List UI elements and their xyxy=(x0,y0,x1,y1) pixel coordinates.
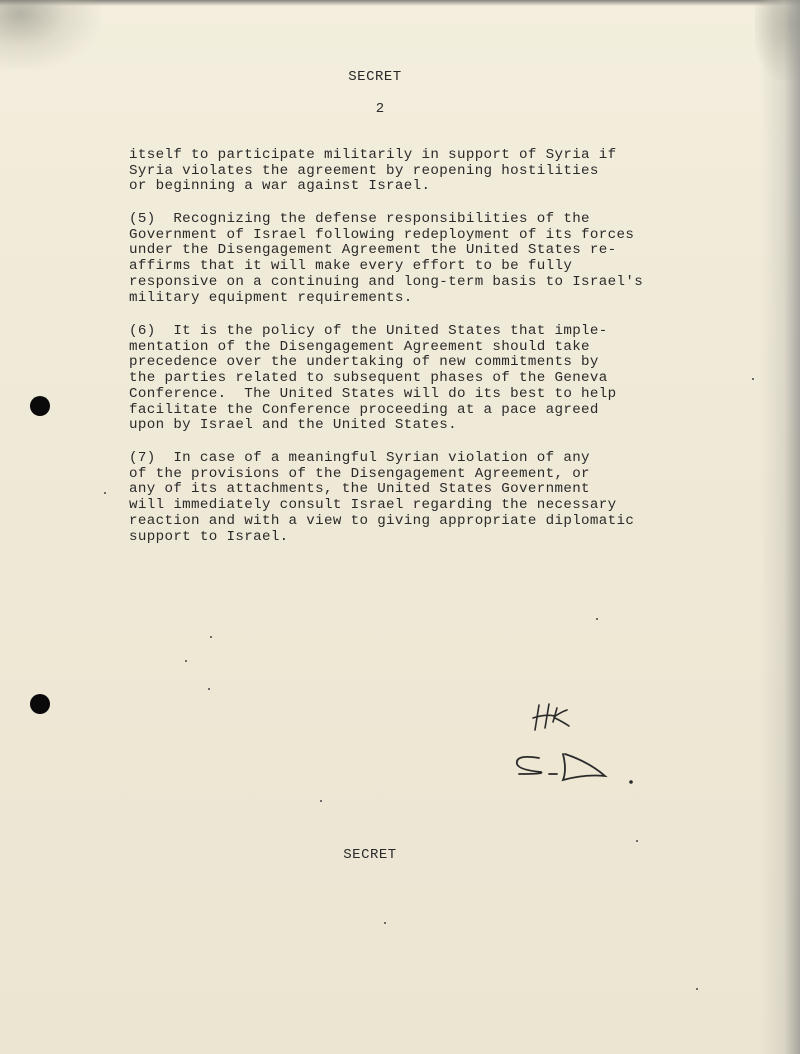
scan-speck xyxy=(210,636,212,638)
corner-smudge xyxy=(0,0,100,70)
scan-speck xyxy=(752,378,754,380)
scan-speck xyxy=(185,660,187,662)
paragraph-6: (6) It is the policy of the United States that imple- mentation of the Disengagement Agreement should take precedence over the undertaking of new commitments by the parties related to subsequent phases of the Geneva Conference. The United States will do its best to help facilitate the Conference proceeding at a pace agreed upon by Israel and the United States. xyxy=(129,323,617,434)
page-number: 2 xyxy=(375,101,385,117)
scan-speck xyxy=(636,840,638,842)
header-classification: SECRET xyxy=(348,69,402,85)
scan-speck xyxy=(208,688,210,690)
footer-classification: SECRET xyxy=(343,847,397,863)
paragraph-continuation: itself to participate militarily in support of Syria if Syria violates the agreement by reopening hostilities or beginning a war against Israel. xyxy=(129,147,617,195)
punch-hole xyxy=(30,694,50,714)
paragraph-5: (5) Recognizing the defense responsibilities of the Government of Israel following redeployment of its forces under the Disengagement Agreement the United States re- affirms that it will make every effort to be fully responsive on a continuing and long-term basis to Israel's military equipment requirements. xyxy=(129,211,644,306)
scan-speck xyxy=(696,988,698,990)
scan-edge-right xyxy=(760,0,800,1054)
punch-hole xyxy=(30,396,50,416)
scan-edge-top xyxy=(0,0,800,6)
scan-speck xyxy=(104,492,106,494)
scan-speck xyxy=(320,800,322,802)
paragraph-7: (7) In case of a meaningful Syrian violation of any of the provisions of the Disengagement Agreement, or any of its attachments, the United States Government will immediately consult Israel regarding the necessary reaction and with a view to giving appropriate diplomatic support to Israel. xyxy=(129,450,635,545)
scan-speck xyxy=(384,922,386,924)
scan-speck xyxy=(596,618,598,620)
handwritten-initials-signature xyxy=(505,700,645,790)
